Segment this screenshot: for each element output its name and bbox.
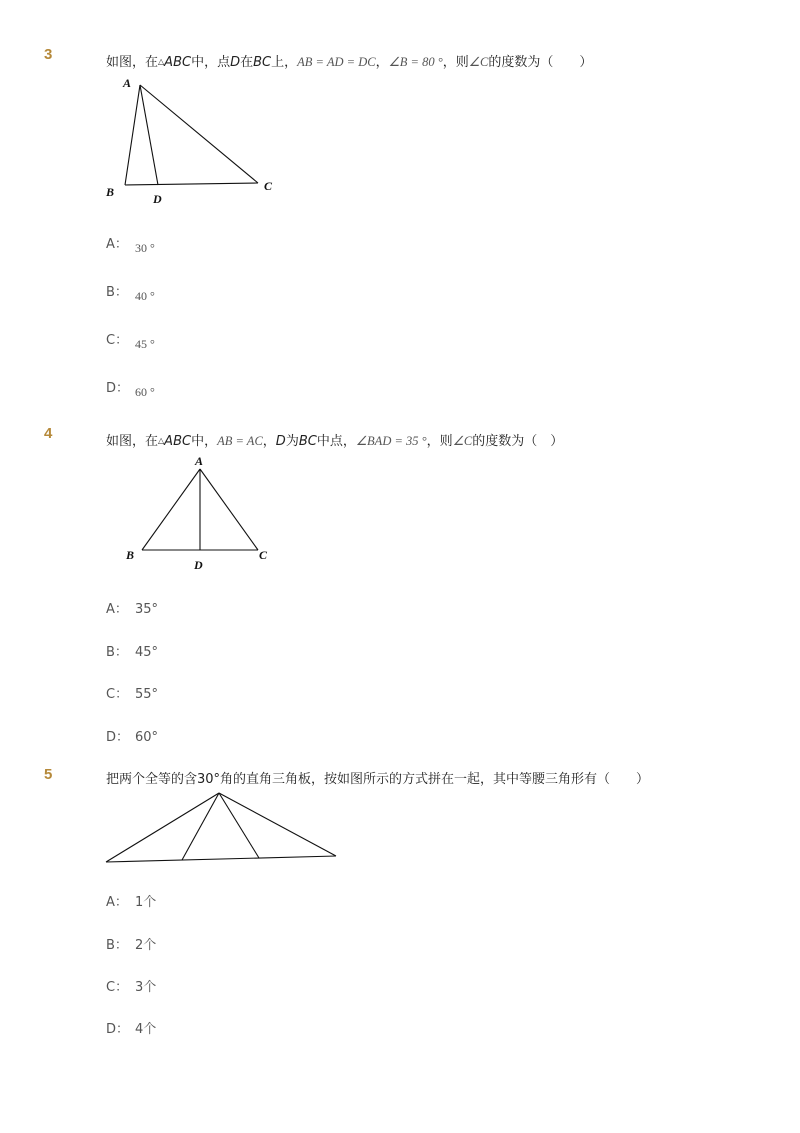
- option-value: 55°: [135, 687, 159, 702]
- q3-angle-c: ∠C: [468, 55, 489, 69]
- q5-option-d[interactable]: [106, 1018, 156, 1037]
- q4-abc: ABC: [164, 434, 192, 449]
- q5-outer-left-side: [106, 793, 219, 862]
- q3-text-part: ，: [375, 55, 389, 70]
- q3-equation: AB = AD = DC: [297, 55, 376, 69]
- question-3-text: [106, 51, 592, 70]
- question-5-text: 把两个全等的含30°角的直角三角板，按如图所示的方式拼在一起，其中等腰三角形有（ ）: [106, 772, 650, 787]
- q4-text-part: 中，: [191, 434, 218, 449]
- q3-label-d: D: [153, 192, 162, 206]
- option-value: 60 °: [135, 385, 155, 399]
- q4-d: D: [275, 434, 286, 449]
- q4-angle-bad: ∠BAD = 35 °: [355, 434, 427, 448]
- q5-option-c[interactable]: [106, 976, 156, 995]
- q3-option-b[interactable]: [106, 281, 155, 303]
- q3-option-d[interactable]: [106, 377, 155, 399]
- q4-label-b: B: [126, 548, 135, 562]
- option-letter: A：: [106, 895, 128, 910]
- q3-d: D: [230, 55, 241, 70]
- q3-triangle-symbol: △: [158, 57, 165, 66]
- q4-label-c: C: [259, 548, 268, 562]
- option-letter: C：: [106, 687, 129, 702]
- q4-angle-c: ∠C: [452, 434, 473, 448]
- q4-text-part: 中点，: [316, 434, 356, 449]
- q4-option-a[interactable]: [106, 598, 158, 617]
- question-5-number: 5: [44, 766, 53, 783]
- q3-label-a: A: [123, 76, 132, 90]
- q4-option-d[interactable]: [106, 726, 158, 745]
- option-value: 1个: [135, 895, 157, 910]
- option-value: 2个: [135, 938, 157, 953]
- question-4-figure: [120, 450, 280, 575]
- q5-option-a[interactable]: [106, 891, 156, 910]
- option-letter: A：: [106, 602, 128, 617]
- question-5-figure: [100, 785, 350, 870]
- q4-option-c[interactable]: [106, 683, 158, 702]
- q4-text-part: ，则: [426, 434, 453, 449]
- q3-bc: BC: [253, 55, 272, 70]
- q4-bc: BC: [298, 434, 317, 449]
- option-letter: A：: [106, 237, 128, 252]
- option-letter: B：: [106, 645, 128, 660]
- question-4-number: 4: [44, 425, 53, 442]
- q4-text-part: ，: [262, 434, 276, 449]
- option-value: 60°: [135, 730, 159, 745]
- q4-label-a: A: [195, 454, 204, 468]
- option-letter: B：: [106, 938, 128, 953]
- q3-side-bc: [125, 183, 258, 185]
- q3-side-ab: [125, 85, 140, 185]
- q3-text-part: 中，点: [191, 55, 231, 70]
- q4-option-b[interactable]: [106, 641, 158, 660]
- option-letter: D：: [106, 730, 130, 745]
- q3-label-c: C: [264, 179, 273, 193]
- option-value: 30 °: [135, 241, 155, 255]
- q3-angle-b: ∠B = 80 °: [388, 55, 443, 69]
- q4-text-part: 如图，在: [106, 434, 159, 449]
- q3-text-part: 的度数为（ ）: [488, 55, 593, 70]
- option-letter: D：: [106, 381, 130, 396]
- question-3-number: 3: [44, 46, 53, 63]
- q3-text-part: 如图，在: [106, 55, 159, 70]
- q5-outer-right-side: [219, 793, 336, 856]
- option-letter: C：: [106, 333, 129, 348]
- q4-triangle-symbol: △: [158, 436, 165, 445]
- q4-side-ac: [200, 469, 258, 550]
- option-letter: C：: [106, 980, 129, 995]
- q5-base: [106, 856, 336, 862]
- option-value: 45 °: [135, 337, 155, 351]
- question-4-text: [106, 430, 563, 449]
- q5-option-b[interactable]: [106, 934, 156, 953]
- option-value: 3个: [135, 980, 157, 995]
- q5-inner-right-segment: [219, 793, 259, 858]
- option-letter: D：: [106, 1022, 130, 1037]
- option-value: 35°: [135, 602, 159, 617]
- q4-label-d: D: [194, 558, 203, 572]
- q5-inner-left-segment: [182, 793, 219, 860]
- question-3-figure: [100, 72, 290, 212]
- option-value: 4个: [135, 1022, 157, 1037]
- q4-text-part: 为: [285, 434, 299, 449]
- q4-equation: AB = AC: [217, 434, 263, 448]
- option-value: 40 °: [135, 289, 155, 303]
- q4-side-ab: [142, 469, 200, 550]
- q4-text-part: 的度数为（ ）: [472, 434, 564, 449]
- option-value: 45°: [135, 645, 159, 660]
- q3-segment-ad: [140, 85, 158, 185]
- q3-option-c[interactable]: [106, 329, 155, 351]
- q3-label-b: B: [106, 185, 115, 199]
- q3-text-part: 在: [240, 55, 254, 70]
- option-letter: B：: [106, 285, 128, 300]
- q3-text-part: ，则: [442, 55, 469, 70]
- q3-text-part: 上，: [271, 55, 298, 70]
- q3-abc: ABC: [164, 55, 192, 70]
- q3-option-a[interactable]: [106, 233, 155, 255]
- q3-side-ac: [140, 85, 258, 183]
